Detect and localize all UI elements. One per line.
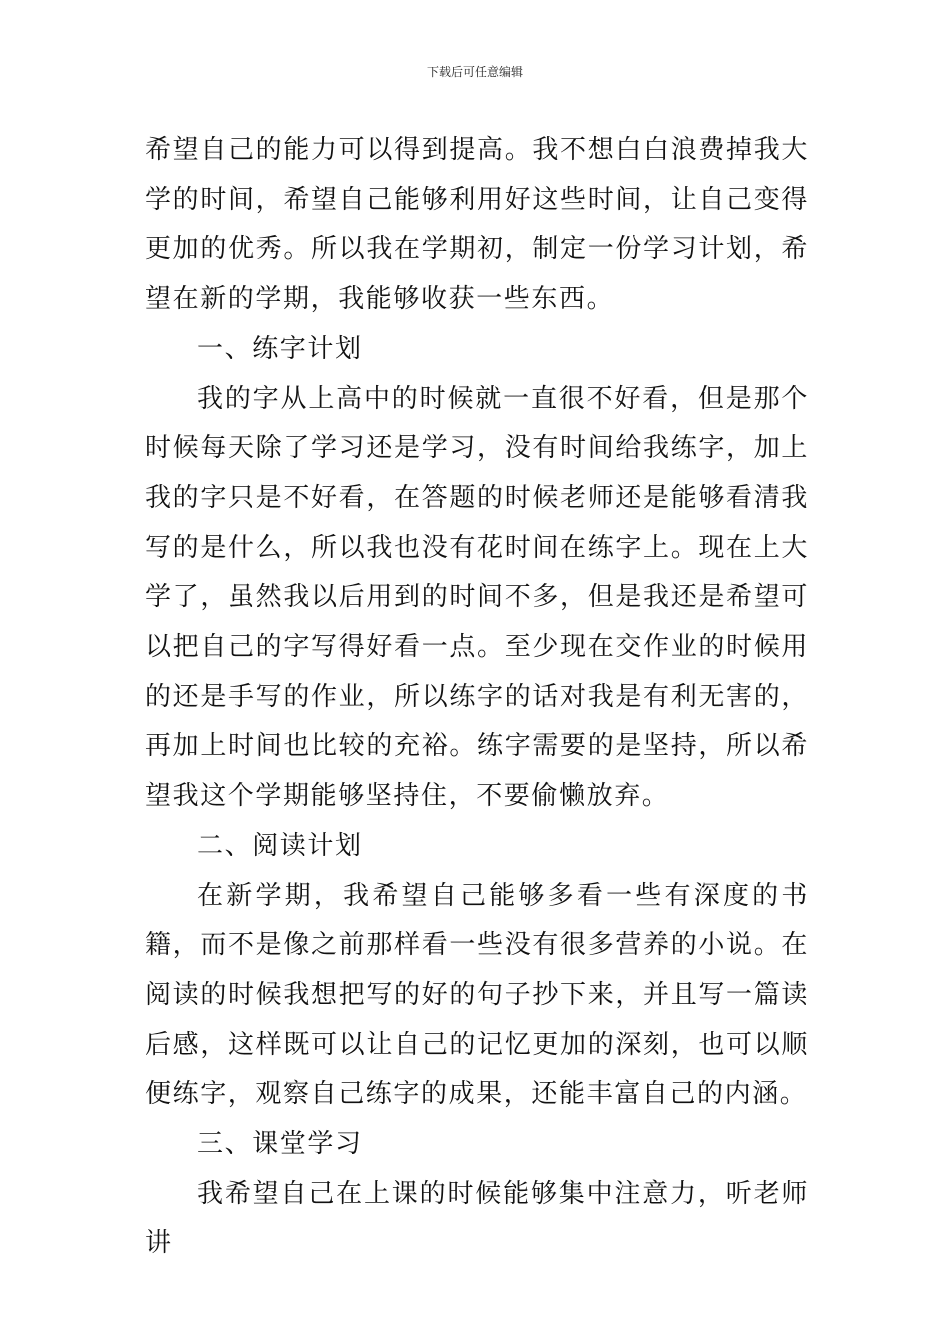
- section-paragraph-reading: 在新学期，我希望自己能够多看一些有深度的书籍，而不是像之前那样看一些没有很多营养的小说。在阅读的时候我想把写的好的句子抄下来，并且写一篇读后感，这样既可以让自己的记忆更加的深刻，也可以顺便练字，观察自己练字的成果，还能丰富自己的内涵。: [145, 880, 809, 1110]
- section-paragraph-handwriting: 我的字从上高中的时候就一直很不好看，但是那个时候每天除了学习还是学习，没有时间给我练字，加上我的字只是不好看，在答题的时候老师还是能够看清我写的是什么，所以我也没有花时间在练字上。现在上大学了，虽然我以后用到的时间不多，但是我还是希望可以把自己的字写得好看一点。至少现在交作业的时候用的还是手写的作业，所以练字的话对我是有利无害的，再加上时间也比较的充裕。练字需要的是坚持，所以希望我这个学期能够坚持住，不要偷懒放弃。: [145, 383, 809, 812]
- section-heading-handwriting: 一、练字计划: [197, 333, 363, 364]
- section-heading-reading: 二、阅读计划: [197, 830, 363, 861]
- section-heading-classroom: 三、课堂学习: [197, 1129, 363, 1160]
- document-body: [145, 126, 809, 1269]
- section-paragraph-classroom: 我希望自己在上课的时候能够集中注意力，听老师讲: [145, 1178, 809, 1259]
- intro-paragraph: 希望自己的能力可以得到提高。我不想白白浪费掉我大学的时间，希望自己能够利用好这些时间，让自己变得更加的优秀。所以我在学期初，制定一份学习计划，希望在新的学期，我能够收获一些东西。: [145, 135, 809, 315]
- page-header: 下载后可任意编辑: [426, 65, 523, 79]
